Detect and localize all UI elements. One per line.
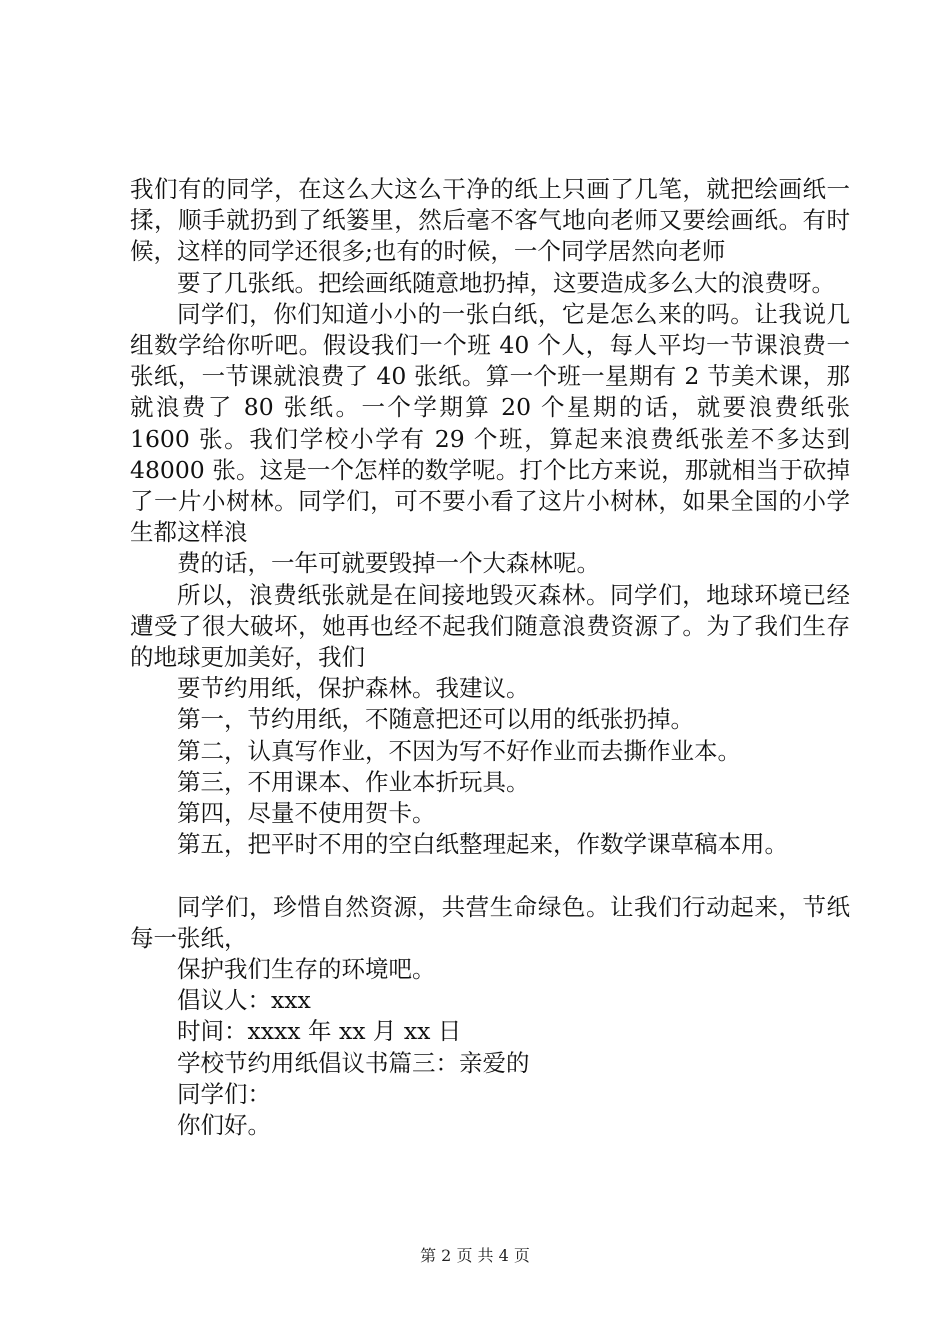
- greeting: 你们好。: [177, 1111, 271, 1140]
- paragraph: 费的话，一年可就要毁掉一个大森林呢。: [177, 549, 600, 578]
- page-number-footer: 第 2 页 共 4 页: [420, 1246, 530, 1265]
- salutation: 同学们：: [177, 1079, 271, 1108]
- paragraph: 我们有的同学，在这么大这么干净的纸上只画了几笔，就把绘画纸一揉，顺手就扔到了纸篓里，然后毫不客气地向老师又要绘画纸。有时候，这样的同学还很多;也有的时候，一个同学居然向老师: [130, 175, 850, 266]
- paragraph: 要节约用纸，保护森林。我建议。: [177, 674, 530, 703]
- paragraph: 第三，不用课本、作业本折玩具。: [177, 767, 530, 796]
- document-body: [130, 174, 850, 1141]
- date-line: 时间：xxxx 年 xx 月 xx 日: [177, 1017, 462, 1046]
- paragraph: 所以，浪费纸张就是在间接地毁灭森林。同学们，地球环境已经遭受了很大破坏，她再也经不起我们随意浪费资源了。为了我们生存的地球更加美好，我们: [130, 580, 850, 672]
- paragraph: 第四，尽量不使用贺卡。: [177, 799, 436, 828]
- paragraph: 保护我们生存的环境吧。: [177, 955, 436, 984]
- paragraph: 同学们，珍惜自然资源，共营生命绿色。让我们行动起来，节纸每一张纸，: [130, 892, 850, 952]
- paragraph: 第一，节约用纸，不随意把还可以用的纸张扔掉。: [177, 705, 694, 734]
- paragraph: 第二，认真写作业，不因为写不好作业而去撕作业本。: [177, 736, 741, 765]
- paragraph: 第五，把平时不用的空白纸整理起来，作数学课草稿本用。: [177, 830, 788, 859]
- paragraph: 要了几张纸。把绘画纸随意地扔掉，这要造成多么大的浪费呀。: [177, 268, 835, 297]
- paragraph: 同学们，你们知道小小的一张白纸，它是怎么来的吗。让我说几组数学给你听吧。假设我们一个班 40 个人，每人平均一节课浪费一张纸，一节课就浪费了 40 张纸。算一个班一星期有 2 节美术课，那就浪费了 80 张纸。一个学期算 20 个星期的话，就要浪费纸张 1600 张。我们学校小学有 29 个班，算起来浪费纸张差不多达到 48000 张。这是一个怎样的数学呢。打个比方来说，那就相当于砍掉了一片小树林。同学们，可不要小看了这片小树林，如果全国的小学生都这样浪: [130, 299, 850, 547]
- section-title: 学校节约用纸倡议书篇三：亲爱的: [177, 1048, 530, 1077]
- signatory-line: 倡议人：xxx: [177, 986, 311, 1015]
- blank-line: [130, 860, 850, 891]
